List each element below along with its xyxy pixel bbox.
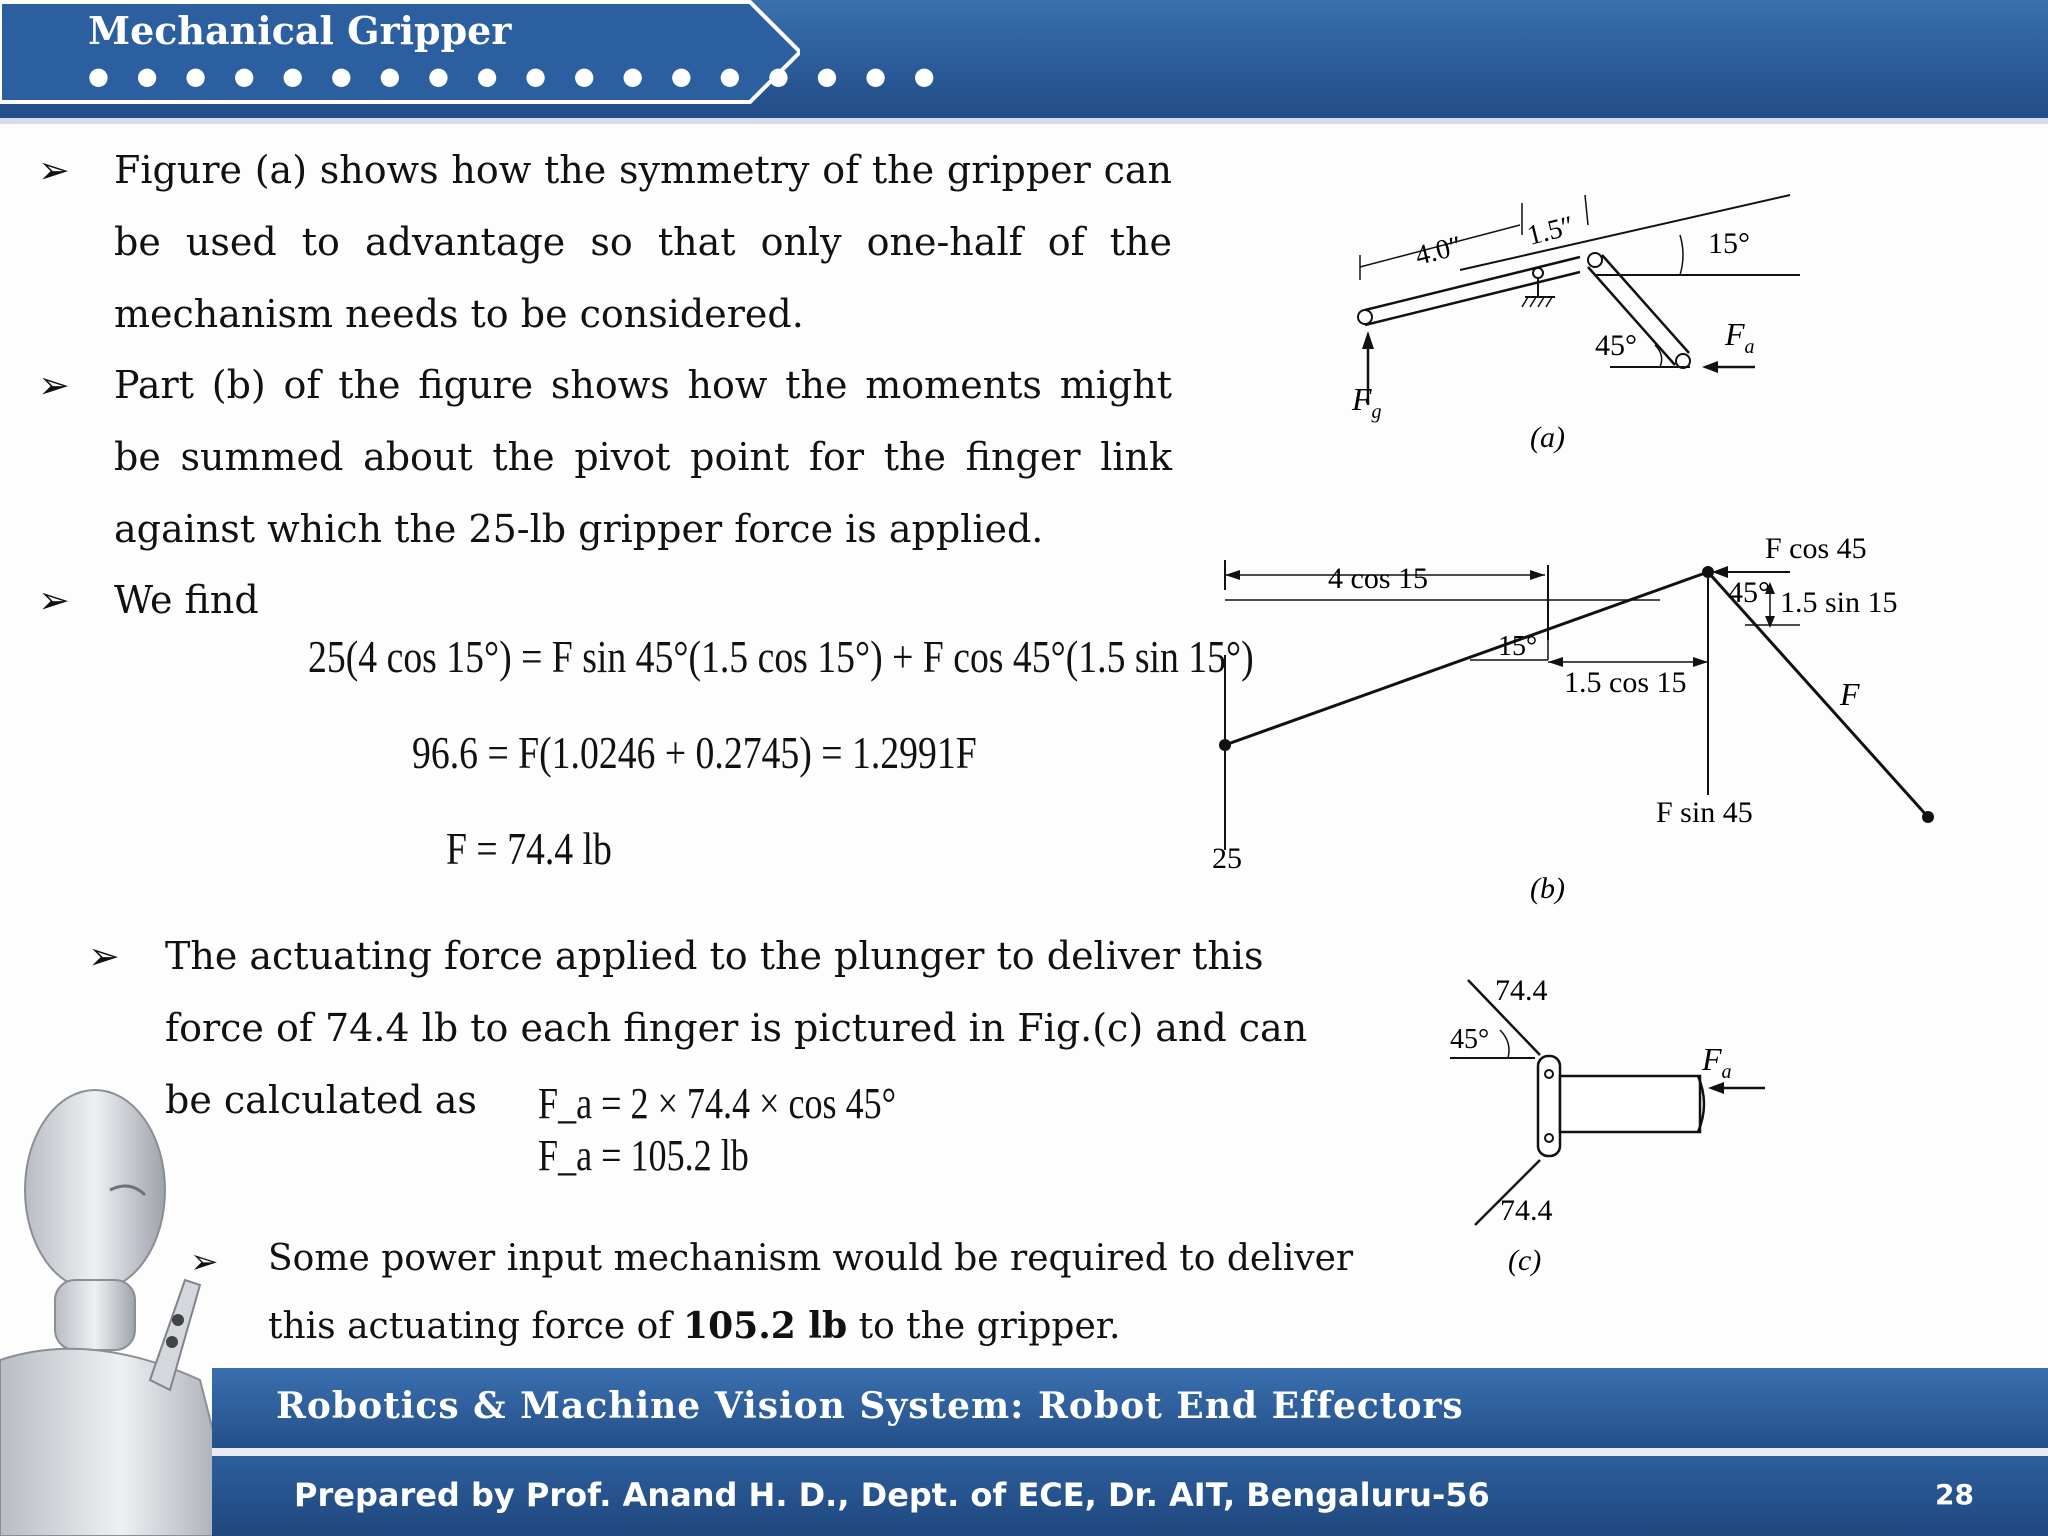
paragraph-we-find: We find [114, 578, 259, 622]
paragraph-actuating-line1: The actuating force applied to the plunger to deliver this [165, 934, 1264, 978]
fig-a-finger-link-top [1365, 257, 1580, 310]
fig-a-force-g-label: $F_g$ [1352, 381, 1382, 423]
title-dots: ● ● ● ● ● ● ● ● ● ● ● ● ● ● ● ● ● ● [88, 62, 945, 90]
equation-actuating-force: F_a = 2 × 74.4 × cos 45° [538, 1079, 897, 1128]
figure-c-plunger-force [1440, 970, 1780, 1290]
equation-moment-sum: 25(4 cos 15°) = F sin 45°(1.5 cos 15°) + F cos 45°(1.5 sin 15°) [308, 631, 1254, 682]
fig-b-fsin45: F sin 45 [1656, 796, 1753, 829]
fig-a-angle-45: 45° [1595, 329, 1637, 362]
fig-b-finger-link [1225, 572, 1708, 745]
fig-c-force-label: $F_a$ [1702, 1041, 1732, 1083]
fig-b-load-25: 25 [1212, 842, 1242, 875]
page-title: Mechanical Gripper [88, 8, 512, 53]
bullet-marker: ➢ [38, 578, 70, 622]
fig-b-1-5cos15: 1.5 cos 15 [1564, 666, 1687, 699]
fig-a-dim-1-5in: 1.5″ [1524, 210, 1577, 252]
page-number: 28 [1935, 1478, 1974, 1511]
fig-b-1-5sin15: 1.5 sin 15 [1780, 586, 1898, 619]
bold-force-value: 105.2 lb [683, 1305, 848, 1347]
figure-a-gripper-linkage [1340, 185, 1820, 465]
fig-c-caption: (c) [1508, 1244, 1542, 1277]
fig-a-pivot [1533, 268, 1543, 278]
paragraph-moments: Part (b) of the figure shows how the moments might be summed about the pivot point for the finger link against which the 25-lb gripper force is applied. [114, 363, 1172, 551]
fig-b-f-label: F [1840, 676, 1860, 712]
footer-course-title: Robotics & Machine Vision System: Robot End Effectors [276, 1385, 1464, 1427]
header-underline [0, 118, 2048, 124]
fig-b-dim-4cos15: 4 cos 15 [1328, 562, 1428, 595]
paragraph-actuating-line2: force of 74.4 lb to each finger is pictured in Fig.(c) and can [165, 1006, 1308, 1050]
figure-b-moment-diagram [1200, 530, 1960, 920]
fig-a-angle-15: 15° [1708, 227, 1750, 260]
paragraph-power-line1: Some power input mechanism would be required to deliver [268, 1238, 1354, 1279]
robot-illustration [0, 1080, 240, 1536]
fig-b-fcos45: F cos 45 [1765, 532, 1867, 565]
fig-c-angle-45: 45° [1450, 1024, 1490, 1055]
footer-separator [212, 1448, 2048, 1456]
fig-b-angle-45: 45° [1728, 576, 1770, 609]
fig-b-angle-15: 15° [1498, 631, 1538, 662]
paragraph-power-line2: this actuating force of 105.2 lb to the gripper. [268, 1305, 1121, 1347]
paragraph-symmetry: Figure (a) shows how the symmetry of the gripper can be used to advantage so that only one-half of the mechanism needs to be considered. [114, 148, 1172, 336]
fig-c-bottom-force: 74.4 [1500, 1194, 1553, 1227]
equation-actuating-result: F_a = 105.2 lb [538, 1131, 749, 1180]
fig-a-force-a-label: $F_a$ [1725, 316, 1755, 358]
fig-a-dim-4in: 4.0″ [1412, 230, 1465, 272]
bullet-marker: ➢ [88, 934, 120, 978]
bullet-marker: ➢ [38, 363, 70, 407]
bullet-marker: ➢ [38, 148, 70, 192]
paragraph-actuating-line3: be calculated as [165, 1078, 477, 1122]
fig-b-caption: (b) [1530, 872, 1565, 905]
fig-c-plunger [1560, 1076, 1700, 1132]
fig-a-finger-link-bottom [1365, 272, 1580, 325]
equation-simplified: 96.6 = F(1.0246 + 0.2745) = 1.2991F [412, 727, 977, 778]
fig-c-top-force: 74.4 [1495, 974, 1548, 1007]
footer-credit: Prepared by Prof. Anand H. D., Dept. of ECE, Dr. AIT, Bengaluru-56 [294, 1476, 1490, 1514]
equation-result-force: F = 74.4 lb [446, 823, 612, 874]
fig-a-caption: (a) [1530, 421, 1565, 454]
bullet-marker: ➢ [190, 1242, 219, 1282]
